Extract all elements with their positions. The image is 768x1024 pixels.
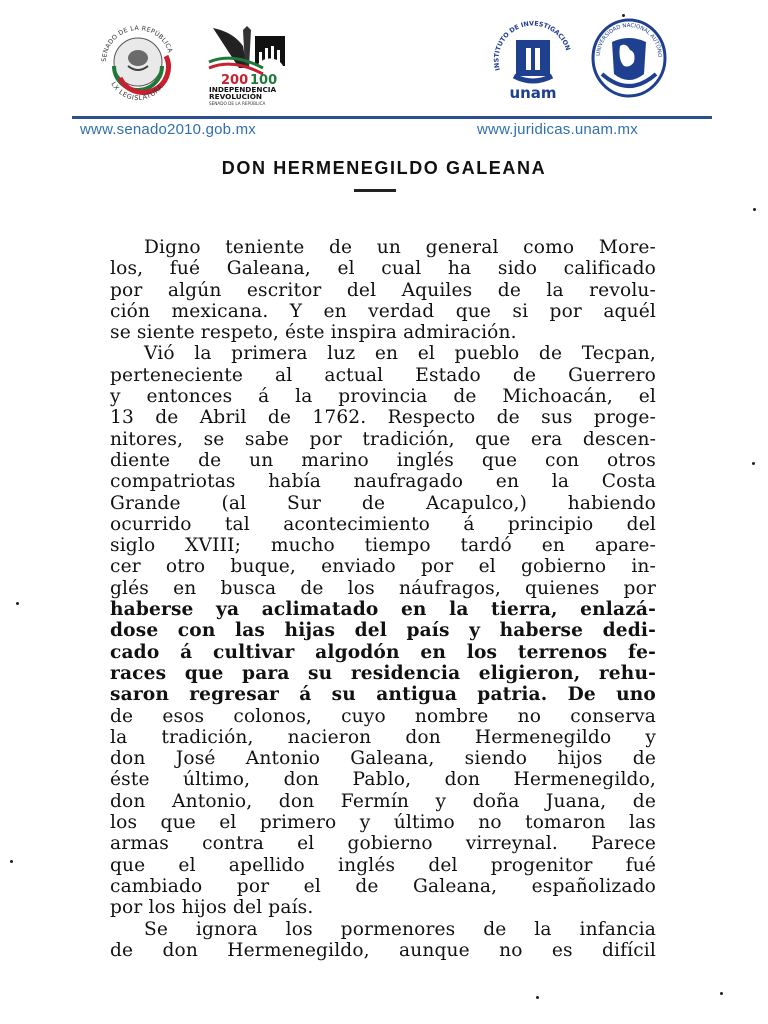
svg-text:INDEPENDENCIA: INDEPENDENCIA xyxy=(209,85,277,94)
text-line: Grande (al Sur de Acapulco,) habiendo xyxy=(110,492,656,514)
header-divider xyxy=(72,116,712,119)
angel-monument-icon xyxy=(203,22,301,108)
scan-speck xyxy=(622,14,625,17)
title-underline xyxy=(354,189,396,192)
text-line: saron regresar á su antigua patria. De uno xyxy=(110,684,656,706)
page-title: DON HERMENEGILDO GALEANA xyxy=(221,158,547,178)
text-line: la tradición, nacieron don Hermenegildo y xyxy=(110,726,656,748)
svg-text:100: 100 xyxy=(250,73,278,88)
text-line: ción mexicana. Y en verdad que si por aquél xyxy=(110,300,656,322)
text-line: de don Hermenegildo, aunque no es difícil xyxy=(110,939,656,961)
text-line: haberse ya aclimatado en la tierra, enlazá- xyxy=(110,599,656,621)
text-line: cer otro buque, enviado por el gobierno in- xyxy=(110,556,656,578)
text-line: diente de un marino inglés que con otros xyxy=(110,449,656,471)
scan-speck xyxy=(720,992,723,995)
svg-text:SENADO DE LA REPÚBLICA: SENADO DE LA REPÚBLICA xyxy=(100,24,174,63)
text-line: se siente respeto, éste inspira admiración. xyxy=(110,322,517,344)
text-line: compatriotas había naufragado en la Costa xyxy=(110,471,656,493)
scan-speck xyxy=(536,996,539,999)
scan-speck xyxy=(752,462,755,465)
text-line: los que el primero y último no tomaron las xyxy=(110,812,656,834)
document-body xyxy=(110,237,656,961)
text-line: que el apellido inglés del progenitor fué xyxy=(110,854,656,876)
scan-speck xyxy=(753,208,756,211)
juridicas-url-link[interactable]: www.juridicas.unam.mx xyxy=(477,121,638,138)
text-line: 13 de Abril de 1762. Respecto de sus proge- xyxy=(110,407,656,429)
text-line: cambiado por el de Galeana, españolizado xyxy=(110,875,656,897)
text-line: Se ignora los pormenores de la infancia xyxy=(144,918,656,940)
senado-url-link[interactable]: www.senado2010.gob.mx xyxy=(80,121,256,138)
unam-shield-icon xyxy=(590,16,668,100)
svg-text:UNIVERSIDAD NACIONAL AUTÓNOMA: UNIVERSIDAD NACIONAL AUTÓNO xyxy=(595,22,663,58)
senado-logo xyxy=(92,16,184,102)
text-line: los, fué Galeana, el cual ha sido calificado xyxy=(110,258,656,280)
text-line: don Antonio, don Fermín y doña Juana, de xyxy=(110,790,656,812)
svg-text:LX LEGISLATURA: LX LEGISLATURA xyxy=(109,80,165,102)
svg-text:INSTITUTO DE INVESTIGACIONES J: INSTITUTO DE INVESTIGACION xyxy=(492,19,573,72)
text-line: dose con las hijas del país y haberse dedi- xyxy=(110,620,656,642)
text-line: perteneciente al actual Estado de Guerrero xyxy=(110,364,656,386)
text-line: nitores, se sabe por tradición, que era descen- xyxy=(110,428,656,450)
iij-emblem-icon xyxy=(492,10,574,102)
text-line: armas contra el gobierno virreynal. Parece xyxy=(110,833,656,855)
text-line: de esos colonos, cuyo nombre no conserva xyxy=(110,705,656,727)
scan-speck xyxy=(16,602,19,605)
text-line: glés en busca de los náufragos, quienes por xyxy=(110,577,656,599)
svg-text:200: 200 xyxy=(221,73,249,88)
text-line: don José Antonio Galeana, siendo hijos de xyxy=(110,748,656,770)
text-line: por los hijos del país. xyxy=(110,897,314,919)
text-line: Vió la primera luz en el pueblo de Tecpan, xyxy=(144,343,656,365)
text-line: siglo XVIII; mucho tiempo tardó en apare- xyxy=(110,535,656,557)
text-line: races que para su residencia eligieron, rehu- xyxy=(110,662,656,684)
text-line: por algún escritor del Aquiles de la revolu- xyxy=(110,279,656,301)
text-line: ocurrido tal acontecimiento á principio del xyxy=(110,513,656,535)
svg-text:unam: unam xyxy=(509,84,557,102)
svg-text:REVOLUCIÓN: REVOLUCIÓN xyxy=(209,92,263,101)
iij-logo xyxy=(492,10,574,102)
text-line: y entonces á la provincia de Michoacán, el xyxy=(110,386,656,408)
text-line: éste último, don Pablo, don Hermenegildo, xyxy=(110,769,656,791)
text-line: Digno teniente de un general como More- xyxy=(144,237,656,258)
bicentenario-logo xyxy=(203,22,301,108)
svg-text:SENADO DE LA REPÚBLICA: SENADO DE LA REPÚBLICA xyxy=(209,101,266,106)
unam-logo xyxy=(590,16,668,100)
text-line: cado á cultivar algodón en los terrenos fe- xyxy=(110,641,656,663)
scan-speck xyxy=(10,860,13,863)
senate-seal-icon xyxy=(92,16,184,102)
